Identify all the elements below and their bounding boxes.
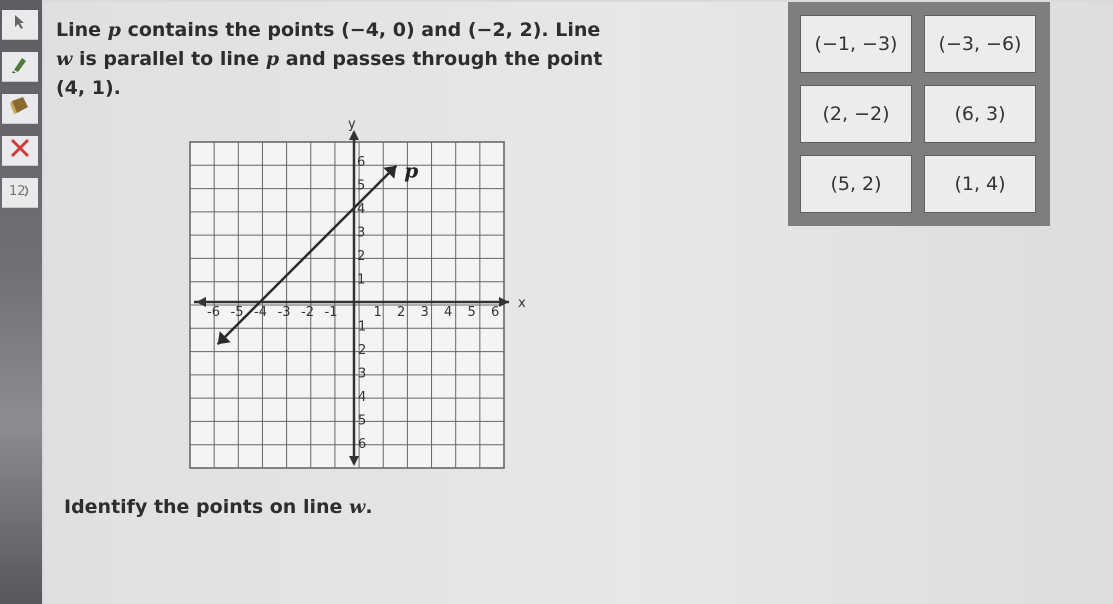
eliminate-tool[interactable] — [2, 136, 38, 166]
red-x-icon — [9, 138, 31, 163]
zoom-tool[interactable] — [2, 178, 38, 208]
question-text-part: Line — [56, 19, 108, 41]
x-tick-label: 5 — [467, 305, 476, 320]
y-tick-label: 3 — [357, 225, 366, 241]
y-tick-label: 3 — [358, 366, 367, 382]
x-tick-label: -2 — [301, 305, 314, 320]
variable-p: p — [265, 48, 280, 70]
variable-w: w — [349, 496, 366, 518]
eraser-icon — [9, 95, 31, 122]
question-line-2 — [56, 45, 616, 74]
answer-tile[interactable]: (−1, −3) — [800, 15, 912, 73]
x-tick-label: 2 — [397, 305, 406, 320]
x-tick-label: 6 — [491, 305, 500, 320]
line-p-label: p — [404, 158, 419, 183]
x-tick-label: -1 — [324, 305, 338, 320]
y-tick-label: 4 — [358, 390, 367, 405]
answer-tile[interactable]: (2, −2) — [800, 85, 912, 143]
svg-text:12: 12 — [9, 184, 26, 199]
arrow-pointer-icon — [13, 14, 27, 35]
y-tick-label: 5 — [358, 413, 367, 429]
x-tick-label: 1 — [373, 305, 382, 320]
answer-tile[interactable]: (1, 4) — [924, 155, 1036, 213]
y-tick-label: 5 — [357, 178, 366, 194]
y-tick-label: 4 — [357, 202, 366, 217]
question-text-part: (4, 1). — [56, 77, 121, 99]
highlighter-icon — [10, 54, 30, 79]
x-tick-label: -5 — [230, 305, 244, 320]
x-tick-label: 3 — [420, 305, 429, 320]
answer-tile[interactable]: (6, 3) — [924, 85, 1036, 143]
x-tick-label: -3 — [277, 305, 291, 320]
y-tick-label: 6 — [358, 437, 367, 452]
tool-sidebar — [0, 0, 42, 604]
coordinate-graph — [184, 114, 526, 474]
x-axis-label: x — [518, 296, 526, 311]
y-tick-label: 1 — [358, 319, 367, 335]
x-tick-label: 4 — [444, 305, 453, 320]
y-axis-label: y — [348, 117, 356, 132]
y-tick-label: 2 — [358, 343, 367, 358]
question-text-part: and passes through the point — [279, 48, 603, 70]
variable-w: w — [56, 48, 73, 70]
answer-tile[interactable]: (−3, −6) — [924, 15, 1036, 73]
instruction-text — [64, 496, 373, 518]
question-text-part: is parallel to line — [72, 48, 266, 70]
eraser-tool[interactable] — [2, 94, 38, 124]
variable-p: p — [107, 19, 121, 41]
answer-tile[interactable]: (5, 2) — [800, 155, 912, 213]
question-line-1 — [56, 16, 616, 45]
highlighter-tool[interactable] — [2, 52, 38, 82]
zoom-icon — [8, 180, 32, 205]
y-tick-label: 2 — [357, 249, 366, 264]
question-line-3 — [56, 74, 616, 103]
x-tick-label: -6 — [207, 305, 220, 320]
question-panel — [44, 2, 1113, 604]
y-tick-label: 6 — [357, 155, 366, 170]
question-text-part: contains the points (−4, 0) and (−2, 2). Line — [120, 19, 601, 41]
y-tick-label: 1 — [357, 272, 366, 288]
x-tick-label: -4 — [254, 305, 267, 320]
instruction-text-part: Identify the points on line — [64, 496, 349, 518]
pointer-tool[interactable] — [2, 10, 38, 40]
answer-bank — [788, 2, 1050, 226]
question-text — [56, 16, 616, 103]
instruction-text-part: . — [365, 496, 373, 518]
